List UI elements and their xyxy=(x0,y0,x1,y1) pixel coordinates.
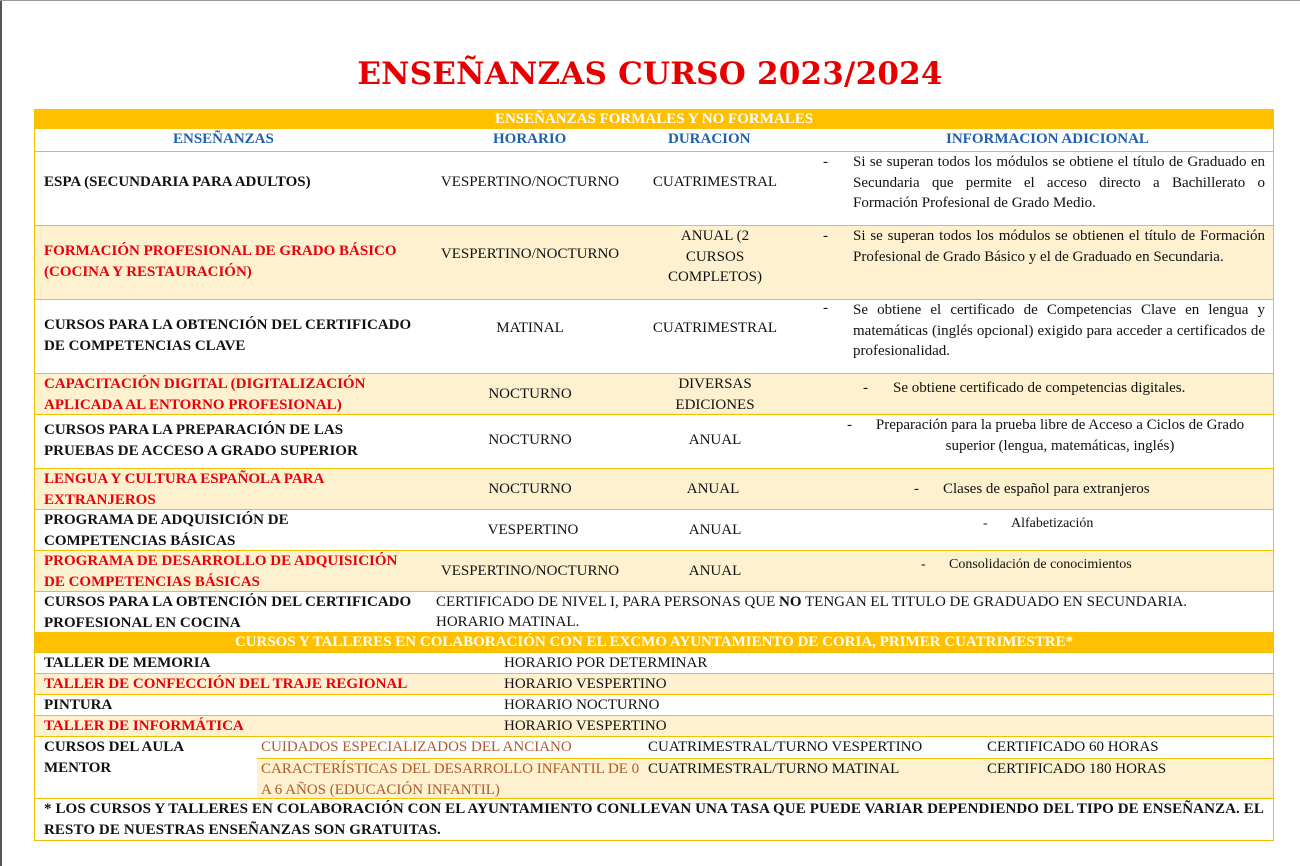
footer-note-row xyxy=(34,798,1274,841)
table-row-fp-basico xyxy=(34,225,1274,299)
course-duration: DIVERSAS EDICIONES xyxy=(675,376,755,413)
course-info: Se obtiene el certificado de Competencias Clave en lengua y matemáticas (inglés opcional) exigido para acceder a certificados de profesionalidad. xyxy=(853,302,1265,359)
column-header-ensenanzas: ENSEÑANZAS xyxy=(173,131,274,147)
course-info: Clases de español para extranjeros xyxy=(943,481,1150,497)
course-name: PROGRAMA DE DESARROLLO DE ADQUISICIÓN DE COMPETENCIAS BÁSICAS xyxy=(44,553,398,590)
aula-mentor-certificate: CERTIFICADO 60 HORAS xyxy=(987,739,1159,755)
aula-mentor-course: CARACTERÍSTICAS DEL DESARROLLO INFANTIL DE 0 A 6 AÑOS (EDUCACIÓN INFANTIL) xyxy=(261,761,640,798)
course-schedule: HORARIO VESPERTINO xyxy=(504,718,667,734)
course-note-emphasis: NO xyxy=(779,594,802,610)
course-schedule: NOCTURNO xyxy=(488,481,572,497)
table-row-aula-mentor xyxy=(34,736,1274,798)
course-name: PINTURA xyxy=(44,697,113,713)
course-note-text: CERTIFICADO DE NIVEL I, PARA PERSONAS QUE xyxy=(436,594,780,610)
column-header-informacion: INFORMACION ADICIONAL xyxy=(946,131,1149,147)
footer-note: * LOS CURSOS Y TALLERES EN COLABORACIÓN CON EL AYUNTAMIENTO CONLLEVAN UNA TASA QUE PUEDE VARIAR DEPENDIENDO DEL TIPO DE ENSEÑANZA. EL RESTO DE NUESTRAS ENSEÑANZAS SON GRATUITAS. xyxy=(44,801,1264,838)
course-name: CURSOS PARA LA OBTENCIÓN DEL CERTIFICADO PROFESIONAL EN COCINA xyxy=(44,594,412,631)
course-schedule: MATINAL xyxy=(496,320,564,336)
course-name: CURSOS PARA LA PREPARACIÓN DE LAS PRUEBAS DE ACCESO A GRADO SUPERIOR xyxy=(44,422,358,459)
bullet-dash: - xyxy=(863,380,868,396)
course-name: ESPA (SECUNDARIA PARA ADULTOS) xyxy=(44,174,311,190)
page-top-edge xyxy=(0,0,1300,1)
course-info: Si se superan todos los módulos se obtienen el título de Formación Profesional de Grado Básico y el de Graduado en Secundaria. xyxy=(853,228,1265,265)
page-left-edge xyxy=(0,0,2,866)
course-duration: ANUAL (2 CURSOS COMPLETOS) xyxy=(668,228,762,285)
aula-mentor-certificate: CERTIFICADO 180 HORAS xyxy=(987,761,1167,777)
course-schedule: HORARIO NOCTURNO xyxy=(504,697,660,713)
course-schedule: VESPERTINO/NOCTURNO xyxy=(440,246,620,262)
section-header-formal: ENSEÑANZAS FORMALES Y NO FORMALES xyxy=(34,109,1274,129)
aula-mentor-schedule: CUATRIMESTRAL/TURNO MATINAL xyxy=(648,761,900,777)
section-header-ayuntamiento: CURSOS Y TALLERES EN COLABORACIÓN CON EL EXCMO AYUNTAMIENTO DE CORIA, PRIMER CUATRIMESTRE* xyxy=(34,632,1274,652)
course-name: TALLER DE INFORMÁTICA xyxy=(44,718,244,734)
column-headers xyxy=(34,129,1274,151)
course-name: CURSOS DEL AULA MENTOR xyxy=(44,739,184,776)
course-schedule: HORARIO POR DETERMINAR xyxy=(504,655,708,671)
course-schedule: VESPERTINO/NOCTURNO xyxy=(440,174,620,190)
bullet-dash: - xyxy=(847,417,852,433)
column-header-duracion: DURACION xyxy=(668,131,751,147)
table-row-competencias-clave xyxy=(34,299,1274,373)
course-note-text-end: TENGAN EL TITULO DE GRADUADO EN SECUNDARIA. xyxy=(801,594,1188,610)
bullet-dash: - xyxy=(823,154,828,170)
course-note-schedule: HORARIO MATINAL. xyxy=(436,614,580,630)
course-info: Alfabetización xyxy=(1011,516,1094,531)
course-schedule: NOCTURNO xyxy=(488,386,572,402)
aula-mentor-course: CUIDADOS ESPECIALIZADOS DEL ANCIANO xyxy=(261,739,572,755)
course-name: PROGRAMA DE ADQUISICIÓN DE COMPETENCIAS BÁSICAS xyxy=(44,512,289,549)
course-schedule: HORARIO VESPERTINO xyxy=(504,676,667,692)
table-row-pruebas-acceso xyxy=(34,414,1274,468)
table-row-taller-traje xyxy=(34,673,1274,694)
course-duration: CUATRIMESTRAL xyxy=(652,320,778,336)
course-schedule: NOCTURNO xyxy=(488,432,572,448)
table-row-desarrollo-competencias xyxy=(34,550,1274,591)
course-name: TALLER DE CONFECCIÓN DEL TRAJE REGIONAL xyxy=(44,676,408,692)
course-name: FORMACIÓN PROFESIONAL DE GRADO BÁSICO (COCINA Y RESTAURACIÓN) xyxy=(44,243,397,280)
aula-mentor-schedule: CUATRIMESTRAL/TURNO VESPERTINO xyxy=(648,739,923,755)
bullet-dash: - xyxy=(914,481,919,497)
bullet-dash: - xyxy=(823,300,828,316)
course-name: LENGUA Y CULTURA ESPAÑOLA PARA EXTRANJEROS xyxy=(44,471,324,508)
course-name: TALLER DE MEMORIA xyxy=(44,655,211,671)
table-row-taller-informatica xyxy=(34,715,1274,736)
course-schedule: VESPERTINO xyxy=(487,522,579,538)
course-note xyxy=(436,592,1266,613)
courses-table xyxy=(34,109,1274,841)
bullet-dash: - xyxy=(921,557,926,572)
table-row-espa xyxy=(34,151,1274,225)
bullet-dash: - xyxy=(983,516,988,531)
page-title: ENSEÑANZAS CURSO 2023/2024 xyxy=(357,56,943,92)
table-row-lengua-extranjeros xyxy=(34,468,1274,509)
table-row-competencias-basicas xyxy=(34,509,1274,550)
aula-mentor-course-row xyxy=(257,758,1273,800)
course-info: Preparación para la prueba libre de Acceso a Ciclos de Grado superior (lengua, matemáticas, inglés) xyxy=(875,417,1245,454)
course-name: CURSOS PARA LA OBTENCIÓN DEL CERTIFICADO DE COMPETENCIAS CLAVE xyxy=(44,317,412,354)
course-duration: ANUAL xyxy=(688,522,742,538)
table-row-taller-memoria xyxy=(34,652,1274,673)
course-info: Se obtiene certificado de competencias digitales. xyxy=(893,380,1186,396)
course-duration: ANUAL xyxy=(688,432,742,448)
course-info: Consolidación de conocimientos xyxy=(949,557,1132,572)
course-duration: ANUAL xyxy=(688,563,742,579)
aula-mentor-course-row xyxy=(257,737,1273,757)
table-row-capacitacion-digital xyxy=(34,373,1274,414)
course-info: Si se superan todos los módulos se obtiene el título de Graduado en Secundaria que permite el acceso directo a Bachillerato o Formación Profesional de Grado Medio. xyxy=(853,154,1265,211)
table-row-pintura xyxy=(34,694,1274,715)
course-duration: CUATRIMESTRAL xyxy=(652,174,778,190)
course-duration: ANUAL xyxy=(686,481,740,497)
column-header-horario: HORARIO xyxy=(493,131,567,147)
table-row-certificado-cocina xyxy=(34,591,1274,632)
course-schedule: VESPERTINO/NOCTURNO xyxy=(440,563,620,579)
course-name: CAPACITACIÓN DIGITAL (DIGITALIZACIÓN APLICADA AL ENTORNO PROFESIONAL) xyxy=(44,376,366,413)
bullet-dash: - xyxy=(823,228,828,244)
